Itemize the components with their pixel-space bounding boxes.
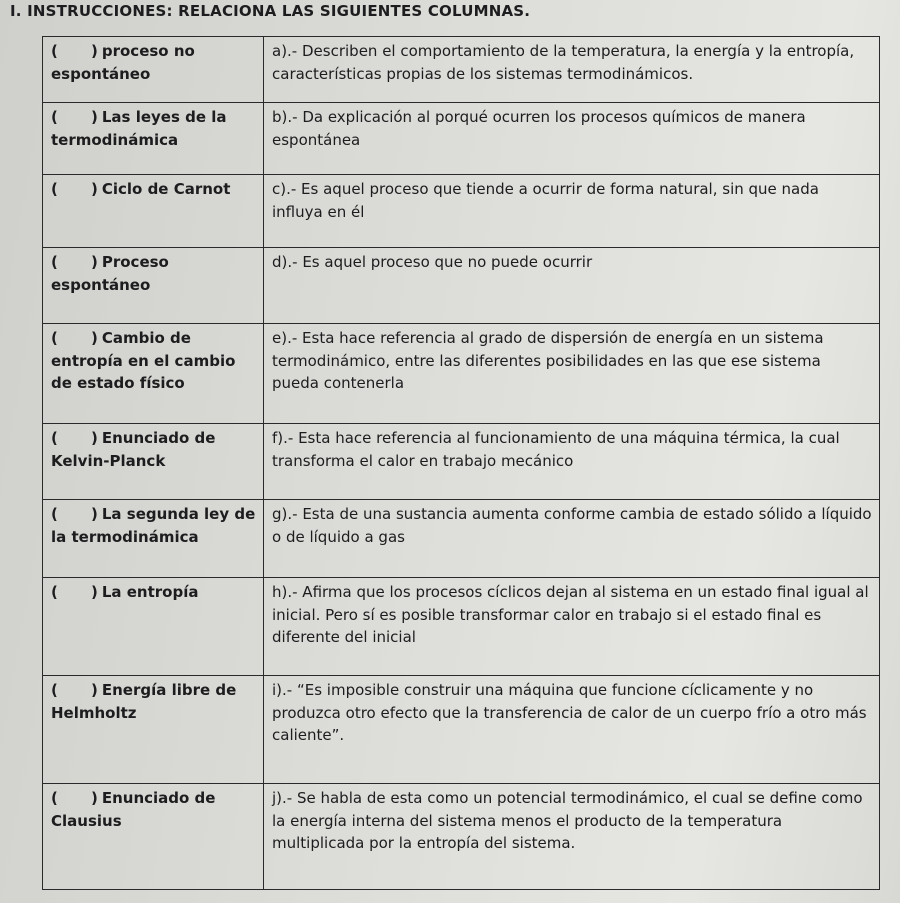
definition-text: h).- Afirma que los procesos cíclicos dejan al sistema en un estado final igual al inicial. Pero sí es posible transformar calor en trabajo si el estado final es diferente del inicial (272, 583, 869, 646)
term-text: Enunciado de Kelvin-Planck (51, 429, 216, 470)
term-cell[interactable]: ( ) Proceso espontáneo (43, 248, 264, 324)
term-cell[interactable]: ( ) La segunda ley de la termodinámica (43, 500, 264, 578)
definition-cell (264, 324, 880, 424)
table-row (43, 676, 880, 784)
term-text: La segunda ley de la termodinámica (51, 505, 256, 546)
matching-table (42, 36, 880, 890)
definition-cell (264, 103, 880, 175)
term-text: Ciclo de Carnot (101, 180, 231, 198)
instructions-heading: I. INSTRUCCIONES: RELACIONA LAS SIGUIENTES COLUMNAS. (10, 2, 531, 20)
definition-text: b).- Da explicación al porqué ocurren los procesos químicos de manera espontánea (272, 108, 806, 149)
term-cell[interactable]: ( ) proceso no espontáneo (43, 37, 264, 103)
term-text: Proceso espontáneo (51, 253, 169, 294)
definition-text: g).- Esta de una sustancia aumenta conforme cambia de estado sólido a líquido o de líquido a gas (272, 505, 872, 546)
definition-text: c).- Es aquel proceso que tiende a ocurrir de forma natural, sin que nada influya en él (272, 180, 819, 221)
definition-cell (264, 784, 880, 890)
table-row (43, 578, 880, 676)
term-cell[interactable]: ( ) Las leyes de la termodinámica (43, 103, 264, 175)
table-row (43, 37, 880, 103)
definition-cell (264, 500, 880, 578)
term-text: La entropía (101, 583, 199, 601)
definition-text: i).- “Es imposible construir una máquina que funcione cíclicamente y no produzca otro efecto que la transferencia de calor de un cuerpo frío a otro más caliente”. (272, 681, 867, 744)
definition-text: e).- Esta hace referencia al grado de dispersión de energía en un sistema termodinámico, entre las diferentes posibilidades en las que ese sistema pueda contenerla (272, 329, 824, 392)
table-row (43, 103, 880, 175)
term-text: Cambio de entropía en el cambio de estado físico (51, 329, 236, 392)
table-row (43, 324, 880, 424)
term-cell[interactable]: ( ) Energía libre de Helmholtz (43, 676, 264, 784)
term-text: Energía libre de Helmholtz (51, 681, 237, 722)
definition-cell (264, 578, 880, 676)
term-cell[interactable]: ( ) Enunciado de Clausius (43, 784, 264, 890)
table-row (43, 248, 880, 324)
definition-cell (264, 175, 880, 248)
term-cell[interactable]: ( ) La entropía (43, 578, 264, 676)
definition-cell (264, 676, 880, 784)
table-row (43, 175, 880, 248)
term-text: proceso no espontáneo (51, 42, 195, 83)
definition-text: d).- Es aquel proceso que no puede ocurrir (272, 253, 593, 271)
table-row (43, 500, 880, 578)
definition-cell (264, 424, 880, 500)
term-cell[interactable]: ( ) Enunciado de Kelvin-Planck (43, 424, 264, 500)
definition-text: j).- Se habla de esta como un potencial termodinámico, el cual se define como la energía interna del sistema menos el producto de la temperatura multiplicada por la entropía del sistema. (272, 789, 863, 852)
definition-cell (264, 37, 880, 103)
table-row (43, 424, 880, 500)
term-cell[interactable]: ( ) Ciclo de Carnot (43, 175, 264, 248)
term-text: Las leyes de la termodinámica (51, 108, 227, 149)
term-cell[interactable]: ( ) Cambio de entropía en el cambio de estado físico (43, 324, 264, 424)
table-row (43, 784, 880, 890)
term-text: Enunciado de Clausius (51, 789, 216, 830)
definition-text: a).- Describen el comportamiento de la temperatura, la energía y la entropía, características propias de los sistemas termodinámicos. (272, 42, 855, 83)
definition-cell (264, 248, 880, 324)
definition-text: f).- Esta hace referencia al funcionamiento de una máquina térmica, la cual transforma el calor en trabajo mecánico (272, 429, 840, 470)
